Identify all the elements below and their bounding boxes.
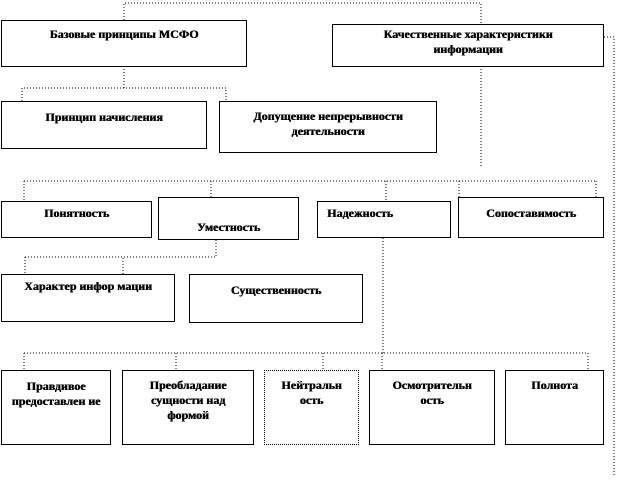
- understandability-box: [1, 201, 152, 238]
- completeness-box: [505, 370, 604, 445]
- materiality-box: [189, 274, 363, 323]
- materiality-label: Существенность: [230, 283, 322, 297]
- understandability-label: Понятность: [43, 206, 110, 220]
- base-principles-connector: [22, 66, 226, 101]
- base-principles-label: Базовые принципы МСФО: [49, 27, 199, 41]
- reliability-label: Надежность: [327, 206, 393, 220]
- faithful-representation-label: Правдивое предоставлен ие: [11, 379, 101, 408]
- right-side-connector: [604, 37, 614, 476]
- neutrality-box: [264, 370, 359, 445]
- reliability-box: [317, 201, 451, 238]
- nature-of-information-box: [1, 274, 175, 322]
- faithful-representation-box: [1, 370, 111, 445]
- completeness-label: Полнота: [531, 378, 578, 392]
- neutrality-label: Нейтральн ость: [281, 378, 342, 407]
- accrual-principle-label: Принцип начисления: [45, 110, 163, 124]
- going-concern-box: [219, 101, 437, 153]
- relevance-box: [158, 197, 299, 240]
- substance-over-form-label: Преобладание сущности над формой: [149, 378, 227, 422]
- substance-over-form-box: [122, 370, 254, 445]
- prudence-box: [369, 370, 495, 445]
- prudence-label: Осмотрительн ость: [392, 378, 472, 407]
- comparability-box: [458, 197, 604, 238]
- comparability-label: Сопоставимость: [486, 206, 576, 220]
- quality-characteristics-box: [332, 24, 604, 67]
- relevance-label: Уместность: [196, 220, 261, 234]
- relevance-connector: [25, 240, 216, 274]
- quality-characteristics-label: Качественные характеристики информации: [383, 27, 553, 56]
- base-principles-box: [1, 20, 247, 67]
- going-concern-label: Допущение непрерывности деятельности: [253, 109, 403, 138]
- accrual-principle-box: [1, 101, 207, 149]
- nature-of-information-label: Характер инфор мации: [24, 279, 152, 293]
